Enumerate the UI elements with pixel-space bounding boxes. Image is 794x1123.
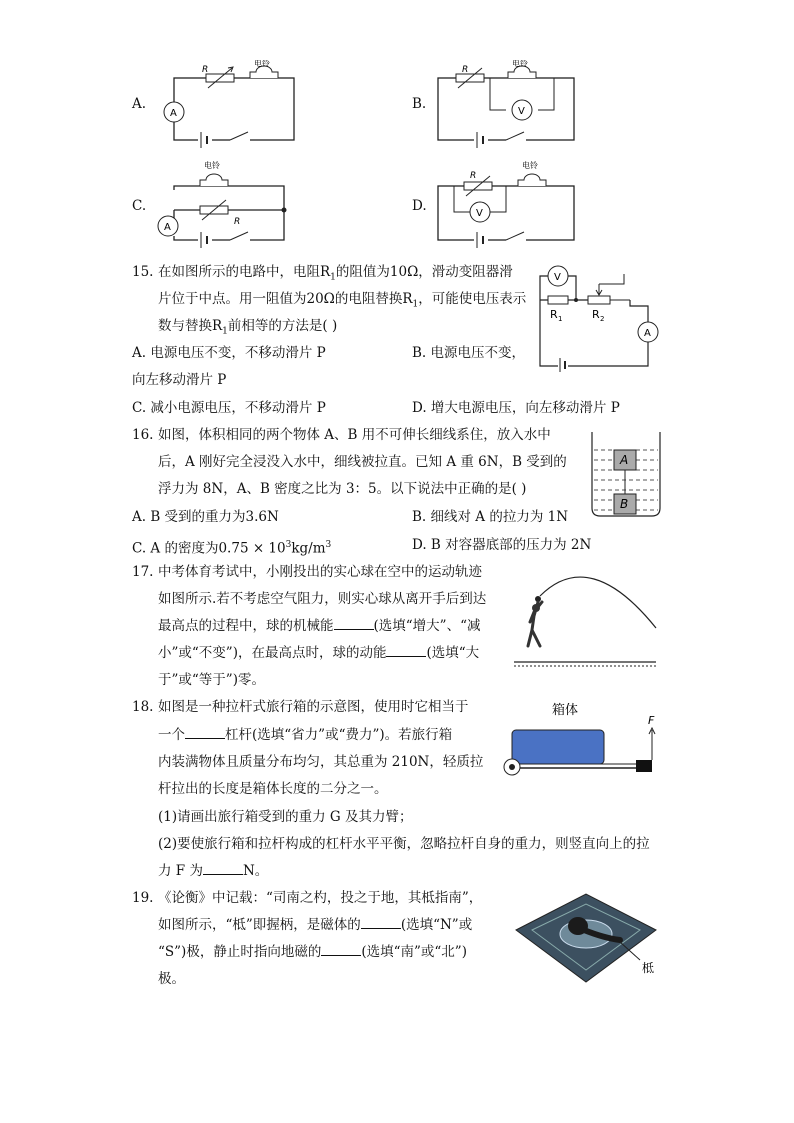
q18-line-4: 杆拉出的长度是箱体长度的二分之一。 (158, 781, 388, 797)
svg-text:箱体: 箱体 (552, 703, 579, 718)
answer-blank[interactable] (321, 943, 361, 956)
svg-text:1: 1 (558, 315, 563, 323)
q17-line-4: 小”或“不变”)，在最高点时，球的动能 (选填“大 (158, 645, 480, 661)
q17-line-2: 如图所示.若不考虑空气阻力，则实心球从离开手后到达 (158, 591, 487, 607)
svg-text:R: R (234, 217, 241, 227)
q16-option-a[interactable]: A. B 受到的重力为3.6N (132, 509, 279, 525)
circuit-a-diagram (154, 60, 304, 150)
svg-text:R: R (550, 308, 558, 321)
q14-option-d (412, 160, 572, 250)
q16-container-diagram (590, 430, 662, 520)
option-label: A. (132, 96, 147, 112)
circuit-b-diagram (434, 60, 584, 150)
q16-line-1: 16. 如图，体积相同的两个物体 A、B 用不可伸长细线系住，放入水中 (132, 427, 551, 443)
q15-line-3: 数与替换$R_1$前相等的方法是( ) (158, 318, 338, 337)
q17-line-3: 最高点的过程中，球的机械能 (选填“增大”、“减 (158, 618, 481, 634)
svg-text:A: A (620, 453, 629, 467)
q19-line-3: “S”)极，静止时指向地磁的 (选填“南”或“北”) (158, 944, 467, 960)
q17-trajectory-diagram (510, 566, 660, 670)
q18-line-7: 力 F 为 N。 (158, 863, 269, 879)
svg-text:R: R (592, 308, 600, 321)
q18-line-3: 内装满物体且质量分布均匀，其总重为 210N，轻质拉 (158, 754, 484, 770)
option-label: D. (412, 198, 427, 214)
answer-blank[interactable] (361, 916, 401, 929)
svg-text:电铃: 电铃 (512, 60, 528, 68)
q19-line-1: 19. 《论衡》中记载：“司南之杓，投之于地，其柢指南”， (132, 890, 483, 906)
q19-compass-diagram (512, 886, 662, 986)
q15-line-1: 15. 在如图所示的电路中，电阻$R_1$的阻值为10Ω，滑动变阻器滑 (132, 264, 513, 283)
option-label: C. (132, 198, 147, 214)
q19-line-4: 极。 (158, 971, 185, 987)
q17-line-1: 17. 中考体育考试中，小刚投出的实心球在空中的运动轨迹 (132, 564, 482, 580)
svg-text:R: R (470, 171, 477, 181)
svg-text:V: V (476, 208, 483, 219)
q16-option-b[interactable]: B. 细线对 A 的拉力为 1N (412, 509, 569, 525)
svg-text:柢: 柢 (642, 961, 655, 975)
q15-option-c[interactable]: C. 减小电源电压，不移动滑片 P (132, 400, 326, 416)
q15-circuit-diagram (534, 262, 664, 374)
svg-text:V: V (518, 106, 525, 117)
answer-blank[interactable] (203, 862, 243, 875)
svg-text:R: R (202, 65, 209, 75)
answer-blank[interactable] (334, 617, 374, 630)
answer-blank[interactable] (386, 644, 426, 657)
circuit-d-diagram (434, 160, 584, 250)
svg-text:2: 2 (600, 315, 605, 323)
q17-line-5: 于”或“等于”)零。 (158, 672, 265, 688)
svg-text:B: B (620, 497, 629, 511)
q18-line-2: 一个 杠杆(选填“省力”或“费力”)。若旅行箱 (158, 727, 453, 743)
q18-line-6: (2)要使旅行箱和拉杆构成的杠杆水平平衡，忽略拉杆自身的重力，则竖直向上的拉 (158, 836, 650, 852)
q16-line-3: 浮力为 8N，A、B 密度之比为 3：5。以下说法中正确的是( ) (158, 481, 527, 497)
svg-text:电铃: 电铃 (204, 161, 220, 170)
svg-text:R: R (462, 65, 469, 75)
q15-option-b[interactable]: B. 电源电压不变， (412, 345, 526, 361)
answer-blank[interactable] (185, 726, 225, 739)
q15-option-b-cont: 向左移动滑片 P (132, 372, 227, 388)
q18-line-5: (1)请画出旅行箱受到的重力 G 及其力臂； (158, 809, 413, 825)
q14-option-b (412, 60, 572, 150)
svg-text:F: F (648, 714, 655, 727)
svg-text:A: A (170, 108, 177, 119)
option-label: B. (412, 96, 427, 112)
q15-line-2: 片位于中点。用一阻值为20Ω的电阻替换$R_1$，可能使电压表示 (158, 291, 527, 310)
svg-text:电铃: 电铃 (522, 161, 538, 170)
q16-option-c[interactable]: C. A 的密度为$0.75 \times 10^3kg/m^3$ (132, 540, 332, 557)
q14-option-c (132, 160, 292, 250)
svg-text:A: A (164, 222, 171, 233)
svg-text:电铃: 电铃 (254, 60, 270, 68)
q16-line-2: 后，A 刚好完全浸没入水中，细线被拉直。已知 A 重 6N，B 受到的 (158, 454, 567, 470)
q18-line-1: 18. 如图是一种拉杆式旅行箱的示意图，使用时它相当于 (132, 699, 469, 715)
q19-line-2: 如图所示，“柢”即握柄，是磁体的 (选填“N”或 (158, 917, 473, 933)
q16-option-d[interactable]: D. B 对容器底部的压力为 2N (412, 537, 592, 553)
q14-option-a (132, 60, 292, 150)
svg-text:V: V (554, 272, 561, 283)
svg-text:A: A (644, 328, 651, 339)
q18-suitcase-diagram (502, 698, 662, 778)
q15-option-a[interactable]: A. 电源电压不变，不移动滑片 P (132, 345, 326, 361)
circuit-c-diagram (154, 160, 304, 250)
q15-option-d[interactable]: D. 增大电源电压，向左移动滑片 P (412, 400, 620, 416)
